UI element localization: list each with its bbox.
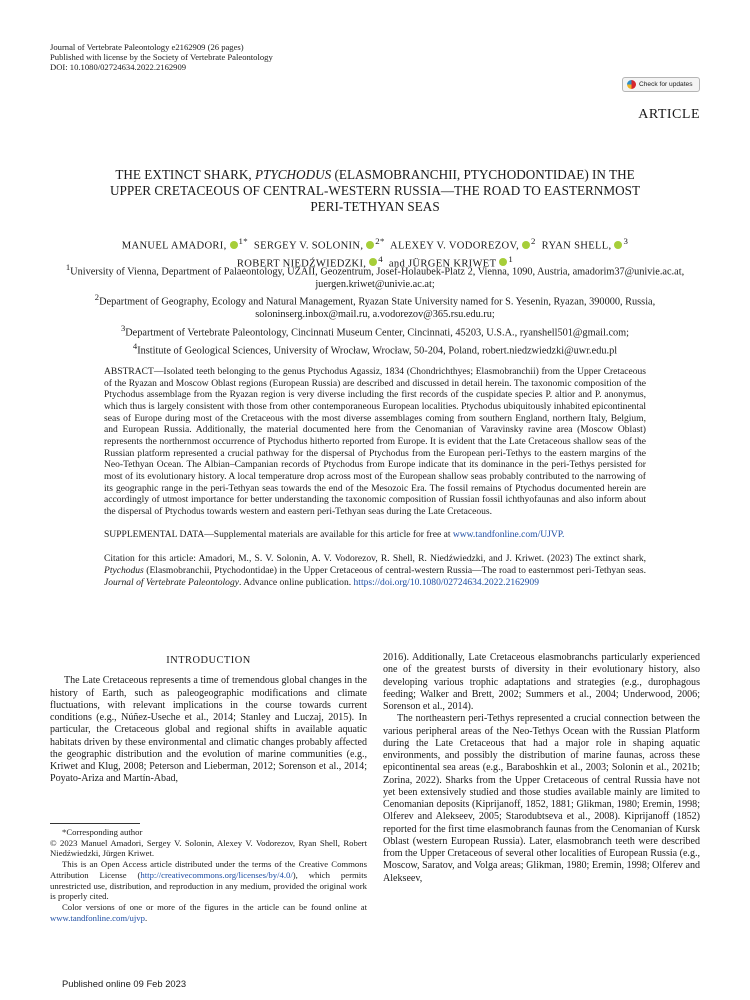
affiliation-item: $^2$Department of Geography, Ecology and Natural Management, Ryazan State University named for S. Yesenin, Ryazan, 390000, Russia, soloninserg.inbox@mail.ru, a.vodorezov@365.rsu.edu.ru;	[94, 292, 656, 321]
abstract-paragraph	[104, 366, 646, 518]
published-online-date: Published online 09 Feb 2023	[62, 978, 187, 989]
affiliation-item: $^3$Department of Vertebrate Paleontology, Cincinnati Museum Center, Cincinnati, 45203, U.S.A., ryanshell501@gmail.com;	[120, 322, 630, 339]
article-type-label: ARTICLE	[638, 107, 700, 122]
supplemental-label: SUPPLEMENTAL DATA	[104, 528, 205, 540]
footnote-divider	[50, 823, 140, 824]
author-name: and JÜRGEN KRIWET	[388, 258, 497, 270]
abstract-section	[104, 366, 646, 588]
body-paragraph: The northeastern peri-Tethys represented a crucial connection between the various peripheral areas of the Neo-Tethys Ocean with the Russian Platform during the Late Cretaceous that had a major role in shaping aquatic environments, and possibly the distribution of marine faunas, across these epicontinental sea areas (e.g., Baraboshkin et al., 2003; Solonin et al., 2021b; Zorina, 2022). Sharks from the Upper Cretaceous of central Russia have not yet been extensively studied and those studies available mainly are limited to Cenomanian deposits (Kiprijanoff, 1852, 1881; Glikman, 1980; Eremin, 1998; Olferev and Alekseev, 2005; Starodubtseva et al., 2008). Kiprijanoff (1852) reported for the first time elasmobranch faunas from the Cenomanian of Kursk Oblast (western European Russia). Later, elasmobranch teeth were described from the Upper Cretaceous of several other localities of European Russia (e.g., Moscow, Saratov, and Volga areas; Glikman, 1980; Eremin, 1998; Olferev and Alekseev,	[383, 713, 700, 884]
citation-paragraph: Citation for this article: Amadori, M., S. V. Solonin, A. V. Vodorezov, R. Shell, R. Niedźwiedzki, and J. Kriwet. (2023) The extinct shark, Ptychodus (Elasmobranchii, Ptychodontidae) in the Upper Cretaceous of central-western Russia—The road to easternmost peri-Tethyan seas. Journal of Vertebrate Paleontology. Advance online publication. https://doi.org/10.1080/02724634.2022.2162909	[104, 553, 646, 588]
title-line-1: THE EXTINCT SHARK, PTYCHODUS (ELASMOBRANCHII, PTYCHODONTIDAE) IN THE	[115, 167, 635, 182]
author-name: RYAN SHELL,	[541, 240, 612, 252]
author-sup: 1*	[238, 236, 248, 246]
author-line-1	[50, 235, 700, 253]
body-column-left	[50, 655, 367, 786]
color-note: Color versions of one or more of the figures in the article can be found online at www.tandfonline.com/ujvp.	[50, 901, 367, 923]
article-title	[50, 167, 700, 215]
body-column-right	[383, 652, 700, 885]
affiliations	[50, 261, 700, 358]
check-updates-label: Check for updates	[639, 81, 693, 88]
affiliation-item: $^4$Institute of Geological Sciences, University of Wrocław, Wrocław, 50-204, Poland, robert.niedzwiedzki@uwr.edu.pl	[132, 340, 618, 357]
author-sup: 1	[508, 253, 514, 264]
author-name: MANUEL AMADORI,	[121, 240, 227, 252]
title-line-3: PERI-TETHYAN SEAS	[310, 199, 440, 214]
corresponding-author-note: *Corresponding author	[62, 827, 143, 837]
check-updates-icon	[627, 80, 636, 89]
abstract-label: ABSTRACT	[104, 366, 154, 377]
author-sup: 4	[378, 253, 383, 264]
orcid-icon[interactable]	[614, 241, 622, 249]
orcid-icon[interactable]	[522, 241, 530, 249]
footnotes	[50, 827, 367, 923]
abstract-text: —Isolated teeth belonging to the genus Ptychodus Agassiz, 1834 (Chondrichthyes; Elasmobranchii) from the Upper Cretaceous of the Ryazan and Moscow Oblast regions (European Russia) are described and discussed in detail herein. The taxonomic composition of the Ptychodus assemblage from the Ryazan region is very diverse including the first records of the cuspidate species P. altior and P. anonymus, which thus is largely consistent with those from other contemporaneous European localities. Ptychodus ubiquitously inhabited epicontinental seas of Europe during most of the Cretaceous with the most diverse assemblages coming from southern England, northern Italy, Belgium, and European Russia. Additionally, the material documented here from the Cenomanian of Varavinsky ravine area (Moscow Oblast) represents the northernmost occurrence of Ptychodus hitherto reported from Europe. It is evident that the Late Cretaceous shallow seas of the Russian platform represented a crucial pathway for the dispersal of Ptychodus from the European peri-Tethys to the eastern margins of the Neo-Tethyan Ocean. The Albian–Campanian records of Ptychodus from Europe indicate that its dominance in the peri-Tethys persisted for most of its evolutionary history. A local temperature drop across most of the European shallow seas probably contributed to the narrowing of its geographic range in the peri-Tethyan seas towards the end of the Mesozoic Era. The fossil remains of Ptychodus documented herein are accordingly of utmost importance for better understanding the taxonomic composition of Russian fossil ichthyofaunas and also inform about the dispersal of Ptychodus towards western and eastern peri-Tethyan seas during the Late Cretaceous.	[104, 366, 646, 517]
journal-line: Journal of Vertebrate Paleontology e2162909 (26 pages)	[50, 42, 244, 52]
online-link[interactable]: www.tandfonline.com/ujvp	[50, 912, 145, 923]
author-name: ROBERT NIEDŹWIEDZKI,	[236, 258, 367, 270]
supplemental-link[interactable]: www.tandfonline.com/UJVP.	[452, 528, 565, 540]
author-sup: 2	[531, 236, 536, 246]
body-paragraph: The Late Cretaceous represents a time of tremendous global changes in the history of Earth, such as paleogeographic modifications and climate fluctuations, with relevant implications in the course towards current conditions (e.g., Núñez-Useche et al., 2014; Stanley and Luczaj, 2015). In particular, the Cretaceous global and regional shifts in available aquatic habitats driven by these environmental and climatic changes probably affected the geographic distribution and the evolution of marine communities (e.g., Kriwet and Klug, 2008; Peterson and Lieberman, 2012; Sorenson et al., 2014; Poyato-Ariza and Martín-Abad,	[50, 675, 367, 785]
author-sup: 3	[623, 236, 629, 246]
license-line: Published with license by the Society of Vertebrate Paleontology	[50, 52, 273, 62]
doi-line: DOI: 10.1080/02724634.2022.2162909	[50, 62, 187, 72]
check-for-updates-button[interactable]	[622, 77, 700, 92]
license-link[interactable]: http://creativecommons.org/licenses/by/4.0/	[140, 869, 293, 880]
affiliation-item: $^1$University of Vienna, Department of Palaeontology, UZAII, Geozentrum, Josef-Holaubek-Platz 2, Vienna, 1090, Austria, amadorim37@univie.ac.at, juergen.kriwet@univie.ac.at;	[65, 262, 685, 290]
copyright-note: © 2023 Manuel Amadori, Sergey V. Solonin, Alexey V. Vodorezov, Ryan Shell, Robert Niedźwiedzki, Jürgen Kriwet.	[50, 837, 367, 859]
citation-doi-link[interactable]: https://doi.org/10.1080/02724634.2022.2162909	[353, 576, 539, 588]
author-name: SERGEY V. SOLONIN,	[253, 240, 364, 252]
author-sup: 2*	[375, 236, 385, 246]
orcid-icon[interactable]	[366, 241, 374, 249]
body-paragraph: 2016). Additionally, Late Cretaceous elasmobranchs particularly experienced one of the greatest bursts of diversity in their evolutionary history, also developing various trophic adaptations and strategies (e.g., durophagous feeding; Walker and Brett, 2002; Summers et al., 2004; Underwood, 2006; Sorenson et al., 2014).	[383, 652, 700, 712]
supplemental-paragraph: SUPPLEMENTAL DATA—Supplemental materials are available for this article for free at www.tandfonline.com/UJVP.	[104, 528, 565, 540]
section-heading-introduction: INTRODUCTION	[166, 655, 251, 666]
journal-header	[50, 42, 273, 72]
title-line-2: UPPER CRETACEOUS OF CENTRAL-WESTERN RUSSIA—THE ROAD TO EASTERNMOST	[109, 183, 641, 198]
author-name: ALEXEY V. VODOREZOV,	[390, 240, 520, 252]
license-note: This is an Open Access article distributed under the terms of the Creative Commons Attribution License (http://creativecommons.org/licenses/by/4.0/), which permits unrestricted use, distribution, and reproduction in any medium, provided the original work is properly cited.	[50, 859, 367, 902]
orcid-icon[interactable]	[230, 241, 238, 249]
